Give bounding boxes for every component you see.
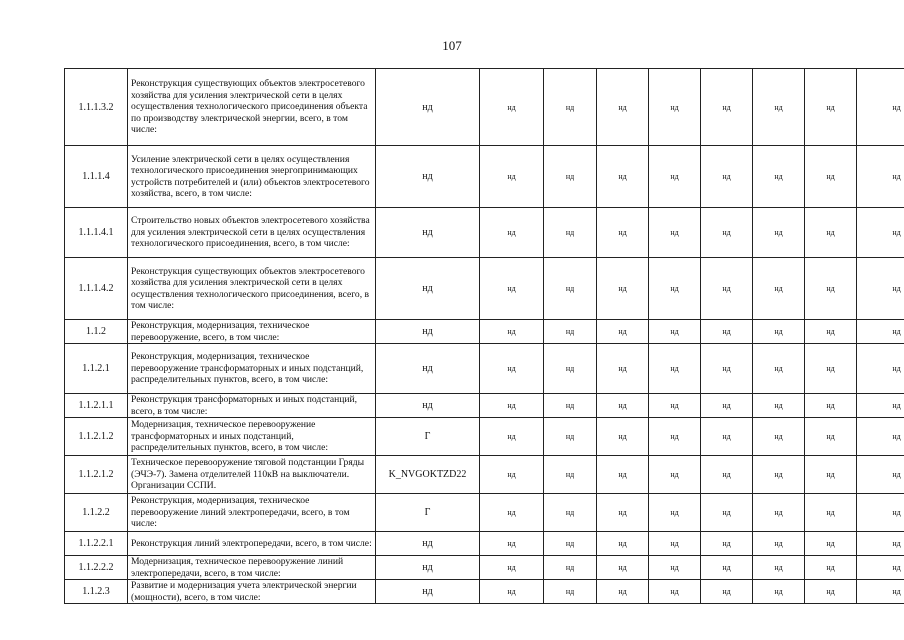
identifier-cell: нд [376, 146, 480, 208]
value-cell: нд [805, 344, 857, 394]
value-cell: нд [857, 580, 904, 604]
description-cell: Развитие и модернизация учета электрической энергии (мощности), всего, в том числе: [128, 580, 376, 604]
table-row [65, 418, 904, 456]
value-cell: нд [597, 146, 649, 208]
value-cell: нд [857, 208, 904, 258]
value-cell: нд [701, 344, 753, 394]
value-cell: нд [857, 320, 904, 344]
value-cell: нд [857, 258, 904, 320]
value-cell: нд [544, 456, 597, 494]
value-cell: нд [544, 69, 597, 146]
value-cell: нд [597, 418, 649, 456]
identifier-cell: нд [376, 556, 480, 580]
value-cell: нд [544, 344, 597, 394]
value-cell: нд [701, 208, 753, 258]
identifier-cell: нд [376, 532, 480, 556]
row-number-cell: 1.1.2.1.1 [65, 394, 128, 418]
description-cell: Строительство новых объектов электросетевого хозяйства для усиления электрической сети в целях осуществления технологического присоединения, всего, в том числе: [128, 208, 376, 258]
table-row [65, 258, 904, 320]
value-cell: нд [597, 208, 649, 258]
value-cell: нд [649, 456, 701, 494]
value-cell: нд [701, 394, 753, 418]
identifier-cell: нд [376, 344, 480, 394]
value-cell: нд [649, 418, 701, 456]
description-cell: Реконструкция линий электропередачи, всего, в том числе: [128, 532, 376, 556]
value-cell: нд [544, 258, 597, 320]
description-cell: Реконструкция трансформаторных и иных подстанций, всего, в том числе: [128, 394, 376, 418]
value-cell: нд [753, 456, 805, 494]
value-cell: нд [753, 69, 805, 146]
identifier-cell: нд [376, 69, 480, 146]
table-row [65, 344, 904, 394]
description-cell: Реконструкция, модернизация, техническое перевооружение трансформаторных и иных подстанций, распределительных пунктов, всего, в том числе: [128, 344, 376, 394]
value-cell: нд [857, 69, 904, 146]
value-cell: нд [480, 258, 544, 320]
value-cell: нд [805, 69, 857, 146]
value-cell: нд [857, 556, 904, 580]
value-cell: нд [805, 456, 857, 494]
identifier-cell: нд [376, 580, 480, 604]
row-number-cell: 1.1.2.1.2 [65, 418, 128, 456]
table-row [65, 394, 904, 418]
table-row [65, 456, 904, 494]
identifier-cell: нд [376, 258, 480, 320]
description-cell: Усиление электрической сети в целях осуществления технологического присоединения энергопринимающих устройств потребителей и (или) объектов электросетевого хозяйства, всего, в том числе: [128, 146, 376, 208]
value-cell: нд [857, 494, 904, 532]
value-cell: нд [805, 494, 857, 532]
value-cell: нд [753, 320, 805, 344]
value-cell: нд [753, 394, 805, 418]
value-cell: нд [805, 208, 857, 258]
table-row [65, 320, 904, 344]
description-cell: Реконструкция существующих объектов электросетевого хозяйства для усиления электрической сети в целях осуществления технологического присоединения объекта по производству электрической энергии, всего, в том числе: [128, 69, 376, 146]
value-cell: нд [649, 580, 701, 604]
value-cell: нд [544, 556, 597, 580]
value-cell: нд [649, 320, 701, 344]
value-cell: нд [805, 580, 857, 604]
value-cell: нд [805, 532, 857, 556]
value-cell: нд [857, 456, 904, 494]
description-cell: Реконструкция существующих объектов электросетевого хозяйства для усиления электрической сети в целях осуществления технологического присоединения, всего, в том числе: [128, 258, 376, 320]
value-cell: нд [753, 580, 805, 604]
value-cell: нд [544, 494, 597, 532]
value-cell: нд [544, 580, 597, 604]
value-cell: нд [753, 418, 805, 456]
value-cell: нд [857, 146, 904, 208]
identifier-cell: K_NVGOKTZD22 [376, 456, 480, 494]
value-cell: нд [701, 69, 753, 146]
row-number-cell: 1.1.2.2.1 [65, 532, 128, 556]
table-row [65, 556, 904, 580]
table-row [65, 208, 904, 258]
value-cell: нд [805, 418, 857, 456]
value-cell: нд [544, 532, 597, 556]
value-cell: нд [597, 456, 649, 494]
value-cell: нд [597, 69, 649, 146]
value-cell: нд [805, 556, 857, 580]
value-cell: нд [597, 532, 649, 556]
value-cell: нд [701, 580, 753, 604]
identifier-cell: Г [376, 494, 480, 532]
description-cell: Модернизация, техническое перевооружение линий электропередачи, всего, в том числе: [128, 556, 376, 580]
value-cell: нд [480, 456, 544, 494]
value-cell: нд [805, 258, 857, 320]
value-cell: нд [753, 208, 805, 258]
table-row [65, 69, 904, 146]
row-number-cell: 1.1.1.4.2 [65, 258, 128, 320]
value-cell: нд [597, 494, 649, 532]
value-cell: нд [597, 320, 649, 344]
value-cell: нд [649, 258, 701, 320]
value-cell: нд [480, 418, 544, 456]
value-cell: нд [597, 258, 649, 320]
table-row [65, 532, 904, 556]
row-number-cell: 1.1.1.3.2 [65, 69, 128, 146]
value-cell: нд [805, 394, 857, 418]
table-row [65, 494, 904, 532]
value-cell: нд [597, 344, 649, 394]
description-cell: Модернизация, техническое перевооружение трансформаторных и иных подстанций, распределительных пунктов, всего, в том числе: [128, 418, 376, 456]
value-cell: нд [480, 320, 544, 344]
description-cell: Реконструкция, модернизация, техническое перевооружение линий электропередачи, всего, в том числе: [128, 494, 376, 532]
value-cell: нд [480, 69, 544, 146]
value-cell: нд [480, 556, 544, 580]
value-cell: нд [544, 320, 597, 344]
row-number-cell: 1.1.2.1.2 [65, 456, 128, 494]
value-cell: нд [597, 556, 649, 580]
value-cell: нд [805, 146, 857, 208]
value-cell: нд [701, 418, 753, 456]
row-number-cell: 1.1.1.4.1 [65, 208, 128, 258]
value-cell: нд [597, 394, 649, 418]
value-cell: нд [649, 394, 701, 418]
value-cell: нд [701, 146, 753, 208]
value-cell: нд [544, 418, 597, 456]
identifier-cell: Г [376, 418, 480, 456]
value-cell: нд [701, 320, 753, 344]
value-cell: нд [480, 532, 544, 556]
value-cell: нд [544, 146, 597, 208]
row-number-cell: 1.1.2 [65, 320, 128, 344]
investment-program-table [64, 68, 904, 604]
identifier-cell: нд [376, 320, 480, 344]
value-cell: нд [805, 320, 857, 344]
value-cell: нд [753, 258, 805, 320]
value-cell: нд [649, 69, 701, 146]
value-cell: нд [857, 532, 904, 556]
value-cell: нд [857, 418, 904, 456]
page-number: 107 [442, 38, 462, 53]
value-cell: нд [753, 146, 805, 208]
value-cell: нд [701, 556, 753, 580]
value-cell: нд [480, 494, 544, 532]
value-cell: нд [649, 494, 701, 532]
value-cell: нд [857, 344, 904, 394]
value-cell: нд [753, 344, 805, 394]
value-cell: нд [480, 146, 544, 208]
row-number-cell: 1.1.2.2 [65, 494, 128, 532]
value-cell: нд [753, 532, 805, 556]
value-cell: нд [701, 258, 753, 320]
table-row [65, 146, 904, 208]
description-cell: Техническое перевооружение тяговой подстанции Гряды (ЭЧЭ-7). Замена отделителей 110кВ на выключатели. Организации ССПИ. [128, 456, 376, 494]
identifier-cell: нд [376, 208, 480, 258]
value-cell: нд [701, 532, 753, 556]
value-cell: нд [480, 580, 544, 604]
value-cell: нд [649, 532, 701, 556]
value-cell: нд [480, 344, 544, 394]
value-cell: нд [701, 456, 753, 494]
value-cell: нд [649, 146, 701, 208]
identifier-cell: нд [376, 394, 480, 418]
value-cell: нд [857, 394, 904, 418]
row-number-cell: 1.1.2.1 [65, 344, 128, 394]
value-cell: нд [753, 556, 805, 580]
row-number-cell: 1.1.1.4 [65, 146, 128, 208]
description-cell: Реконструкция, модернизация, техническое перевооружение, всего, в том числе: [128, 320, 376, 344]
row-number-cell: 1.1.2.3 [65, 580, 128, 604]
value-cell: нд [753, 494, 805, 532]
value-cell: нд [649, 344, 701, 394]
value-cell: нд [480, 208, 544, 258]
value-cell: нд [649, 208, 701, 258]
value-cell: нд [480, 394, 544, 418]
table-row [65, 580, 904, 604]
value-cell: нд [701, 494, 753, 532]
value-cell: нд [544, 208, 597, 258]
value-cell: нд [649, 556, 701, 580]
row-number-cell: 1.1.2.2.2 [65, 556, 128, 580]
value-cell: нд [597, 580, 649, 604]
value-cell: нд [544, 394, 597, 418]
